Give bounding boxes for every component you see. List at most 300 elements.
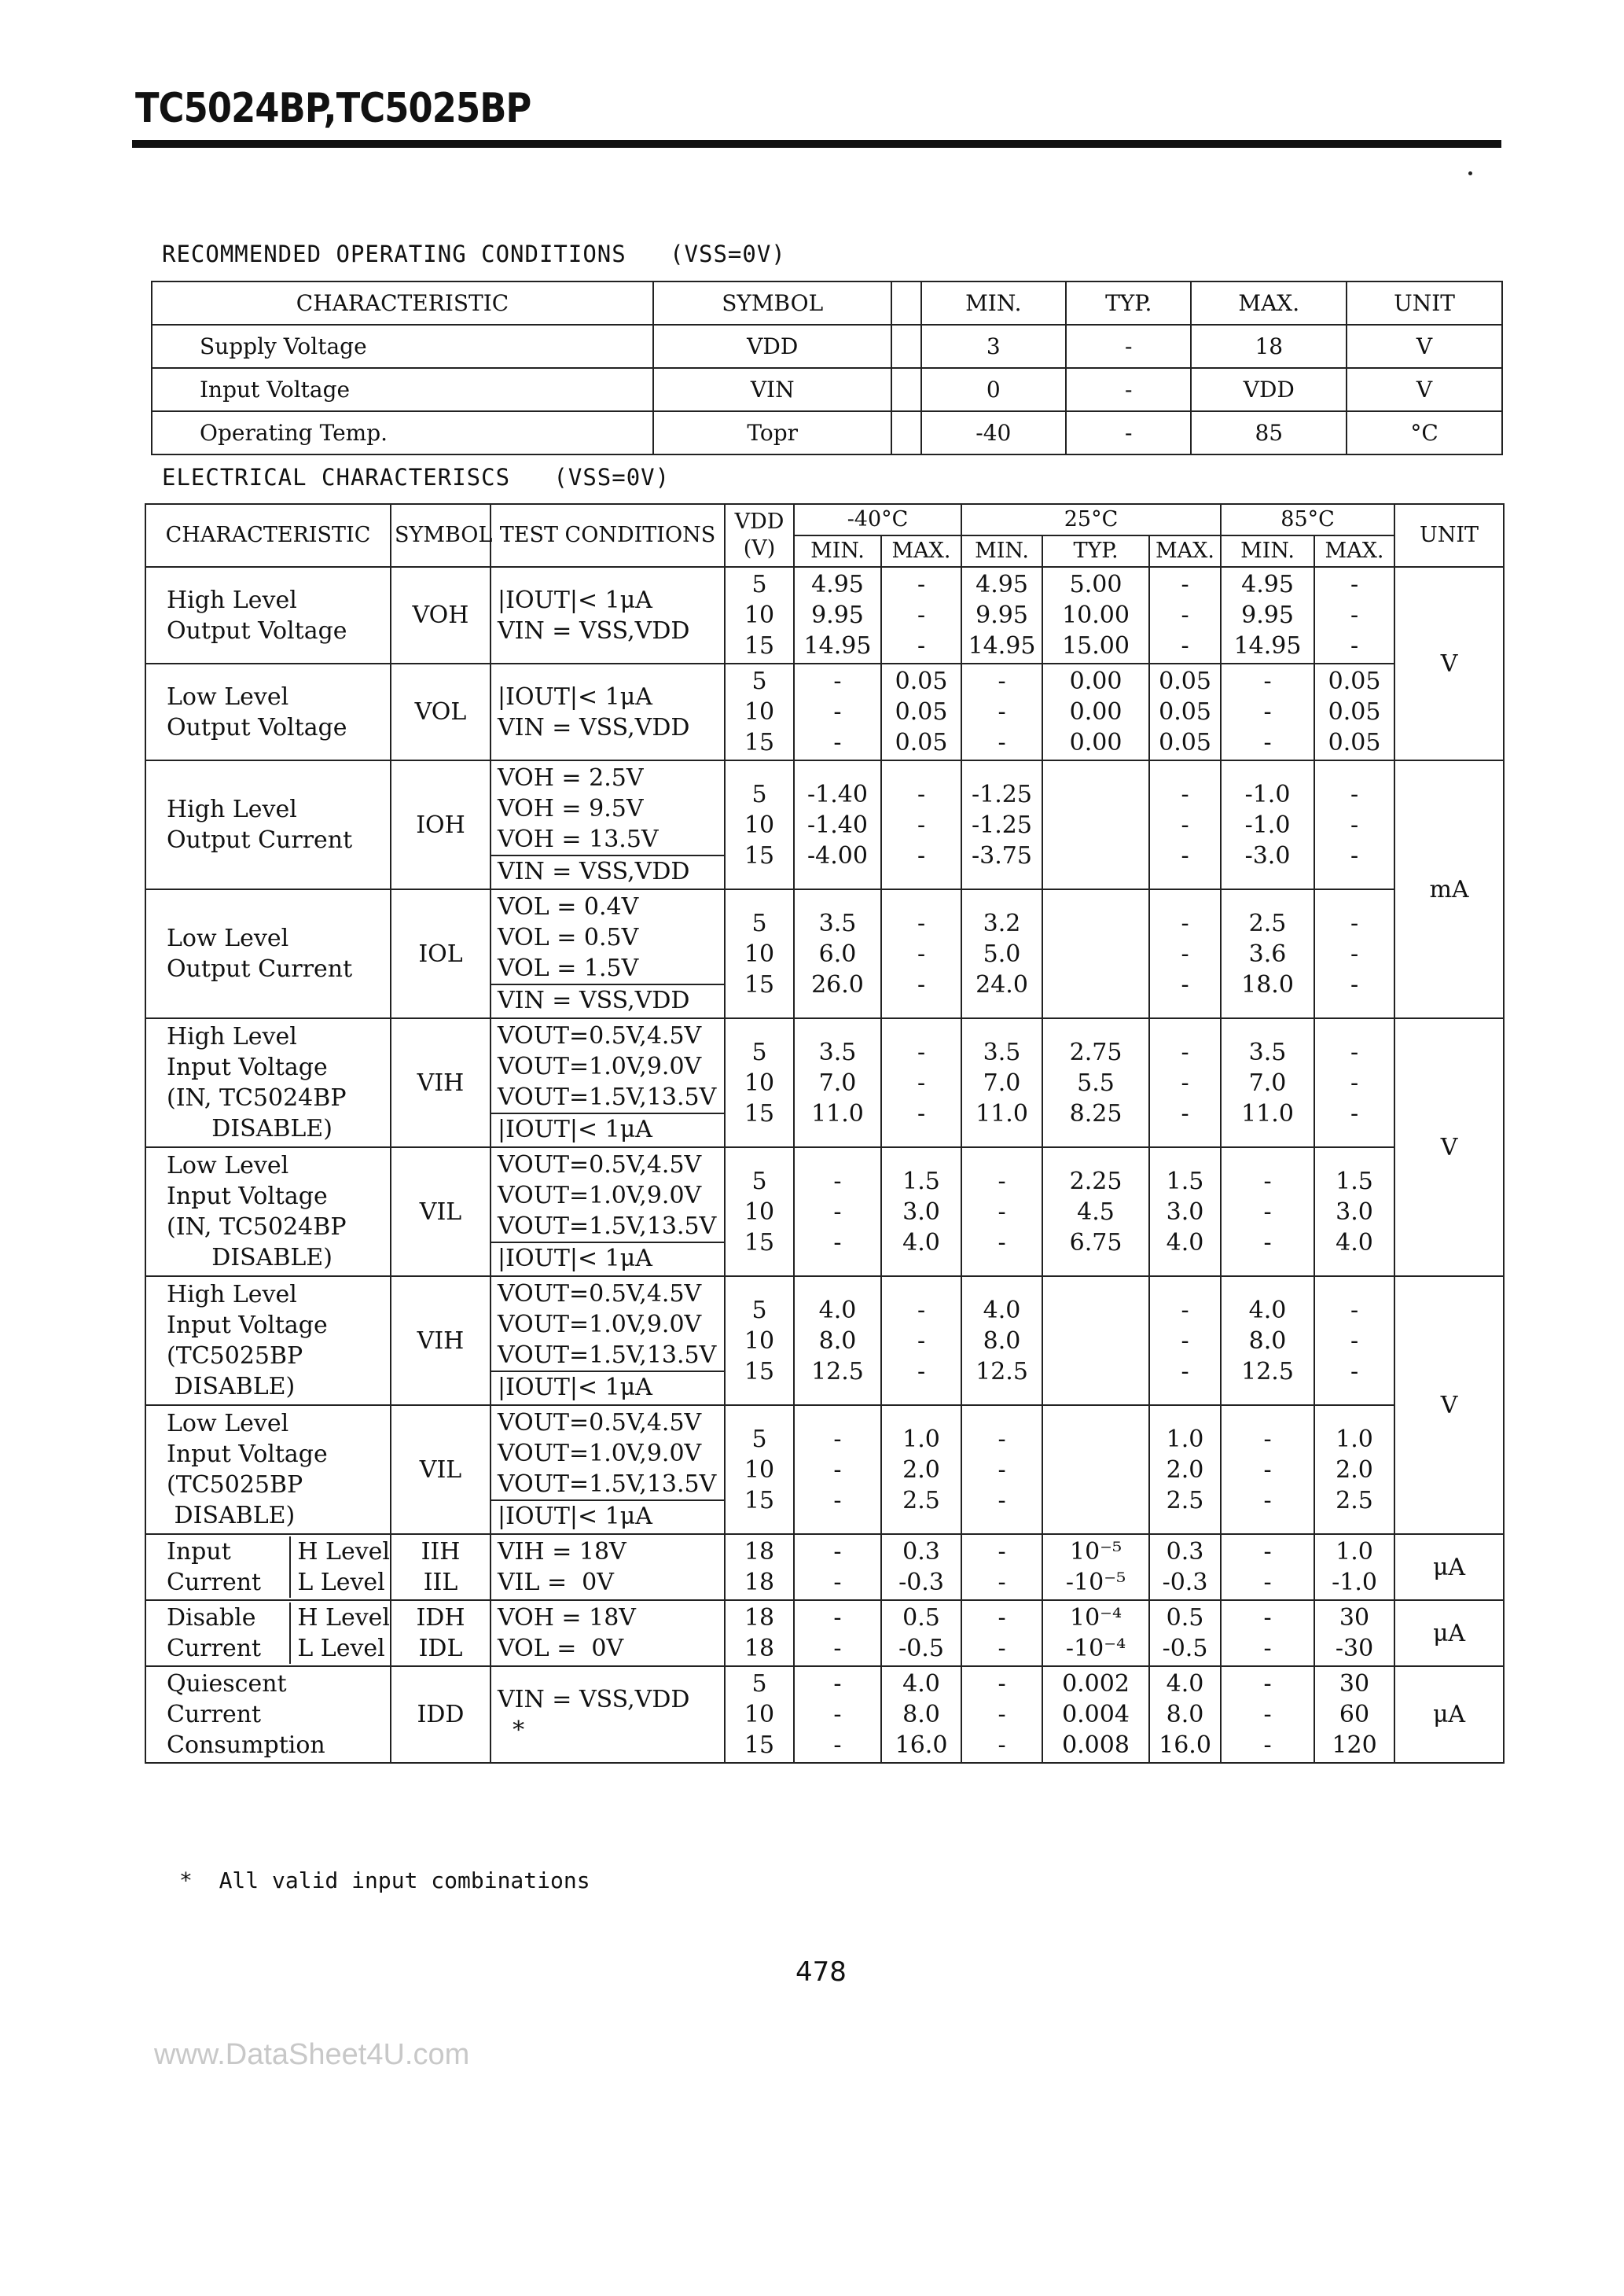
- rec-cell: Supply Voltage: [152, 325, 653, 368]
- text-line: -: [1350, 909, 1359, 937]
- text-line: 10: [744, 1455, 775, 1484]
- input_current-label-cell: [145, 1534, 391, 1600]
- input_current-label: [146, 1536, 291, 1598]
- value-cell: [1221, 1147, 1314, 1276]
- value-cell: [961, 664, 1042, 760]
- text-line: -: [1263, 1670, 1272, 1698]
- value-cell: [1314, 1600, 1394, 1666]
- input_current-symbols: [391, 1534, 491, 1600]
- text-line: -: [998, 1635, 1006, 1662]
- text-line: 0.05: [1159, 729, 1211, 756]
- text-line: 24.0: [976, 970, 1028, 999]
- text-line: 1.0: [1336, 1425, 1373, 1453]
- text-line: 15: [744, 1731, 775, 1759]
- text-line: -: [1181, 970, 1189, 999]
- text-line: -1.0: [1244, 811, 1291, 839]
- text-line: [1046, 810, 1145, 841]
- value-cell: [1149, 664, 1221, 760]
- rec-header-cell: [891, 281, 920, 325]
- text-line: -: [1263, 1731, 1272, 1759]
- text-line: -: [1181, 602, 1189, 629]
- text-line: 10: [744, 811, 775, 839]
- text-line: -3.75: [972, 841, 1032, 870]
- text-line: |IOUT|< 1μA: [498, 586, 652, 614]
- text-line: -: [1263, 1455, 1272, 1484]
- hdr-min: MIN.: [794, 535, 881, 567]
- text-line: 0.05: [895, 698, 948, 726]
- text-line: -: [998, 1731, 1006, 1759]
- text-line: 4.95: [811, 571, 864, 598]
- disable_current-conditions: [491, 1600, 725, 1666]
- text-line: 4.5: [1077, 1198, 1115, 1226]
- text-line: 4.0: [1248, 1296, 1287, 1324]
- rec-cell: Operating Temp.: [152, 411, 653, 454]
- characteristic-cell: [145, 1018, 391, 1147]
- text-line: VIN = VSS,VDD: [498, 713, 690, 741]
- text-line: Output Voltage: [167, 616, 347, 645]
- text-line: 3.0: [1166, 1198, 1204, 1226]
- text-line: -: [1263, 1228, 1272, 1257]
- text-line: High Level: [167, 1023, 297, 1050]
- rec-cell: [891, 368, 920, 411]
- rec-cell: [891, 325, 920, 368]
- text-line: 10: [744, 1326, 775, 1355]
- text-line: -: [833, 1635, 842, 1662]
- text-line: -: [1181, 632, 1189, 660]
- text-line: 2.5: [1336, 1486, 1373, 1514]
- text-line: 0.004: [1062, 1701, 1130, 1728]
- text-line: VOH = 18V: [498, 1604, 636, 1632]
- text-line: -: [1263, 1425, 1272, 1453]
- characteristic-cell: [145, 1276, 391, 1405]
- value-cell: [1221, 1405, 1314, 1534]
- text-line: -: [1263, 1167, 1272, 1195]
- text-line: 12.5: [811, 1357, 864, 1385]
- text-line: 10: [744, 1198, 775, 1226]
- value-cell: [1149, 1276, 1221, 1405]
- recommended-heading: RECOMMENDED OPERATING CONDITIONS (VSS=0V): [162, 241, 786, 267]
- text-line: 14.95: [803, 632, 872, 660]
- value-cell: [1314, 889, 1394, 1018]
- text-line: VOUT=1.5V,13.5V: [498, 1084, 717, 1111]
- text-line: -: [1263, 668, 1272, 695]
- characteristic-cell: [145, 1147, 391, 1276]
- text-line: 2.0: [1166, 1455, 1204, 1484]
- value-cell: [794, 567, 881, 664]
- rec-cell: V: [1347, 325, 1502, 368]
- rec-cell: 0: [921, 368, 1066, 411]
- rec-cell: 3: [921, 325, 1066, 368]
- text-line: VOUT=0.5V,4.5V: [498, 1022, 702, 1050]
- text-line: 15: [744, 1357, 775, 1385]
- text-line: -: [998, 1670, 1006, 1698]
- text-line: 8.0: [902, 1701, 940, 1728]
- text-line: -: [1350, 1357, 1359, 1385]
- text-line: -1.0: [1332, 1569, 1377, 1596]
- text-line: 30: [1339, 1670, 1370, 1698]
- unit-cell: mA: [1394, 760, 1504, 1018]
- text-line: VIN = VSS,VDD: [498, 1685, 690, 1713]
- hdr-characteristic: CHARACTERISTIC: [145, 504, 391, 567]
- text-line: -: [998, 668, 1006, 695]
- text-line: -: [1263, 1538, 1272, 1566]
- text-line: -1.25: [972, 780, 1032, 808]
- value-cell: [1314, 1666, 1394, 1763]
- text-line: -: [1263, 1604, 1272, 1632]
- value-cell: [1149, 1666, 1221, 1763]
- text-line: -: [1181, 1099, 1189, 1128]
- text-line: 8.0: [983, 1326, 1021, 1355]
- hdr-max: MAX.: [1149, 535, 1221, 567]
- text-line: 8.0: [1166, 1701, 1204, 1728]
- text-line: -: [1263, 698, 1272, 726]
- text-line: 10: [744, 1701, 775, 1728]
- text-line: 15: [744, 841, 775, 870]
- symbol-cell: VOL: [391, 664, 491, 760]
- text-line: VIN = VSS,VDD: [498, 616, 690, 645]
- text-line: -: [1350, 1326, 1359, 1355]
- hdr-min: MIN.: [1221, 535, 1314, 567]
- hdr-vdd: VDD (V): [725, 504, 794, 567]
- text-line: 18: [744, 1635, 775, 1662]
- text-line: -4.00: [807, 841, 868, 870]
- text-line: Current: [167, 1701, 262, 1728]
- text-line: Output Voltage: [167, 713, 347, 741]
- characteristic-cell: [145, 567, 391, 664]
- text-line: -1.40: [807, 811, 868, 839]
- characteristic-cell: [145, 664, 391, 760]
- text-line: -3.0: [1244, 841, 1291, 870]
- text-line: VOL = 0.4V: [498, 893, 639, 921]
- text-line: High Level: [167, 1281, 297, 1308]
- value-cell: [1221, 760, 1314, 889]
- text-line: 5: [751, 1296, 767, 1324]
- rec-header-cell: CHARACTERISTIC: [152, 281, 653, 325]
- text-line: 14.95: [1233, 632, 1302, 660]
- text-line: VOL = 1.5V: [498, 955, 639, 982]
- text-line: 18: [744, 1538, 775, 1566]
- hdr-test-conditions: TEST CONDITIONS: [491, 504, 725, 567]
- value-cell: [725, 760, 794, 889]
- conditions-cell: [491, 1147, 725, 1276]
- value-cell: [1042, 760, 1149, 889]
- text-line: 3.5: [1248, 1038, 1287, 1066]
- value-cell: [881, 889, 961, 1018]
- text-line: 60: [1339, 1701, 1370, 1728]
- value-cell: [1314, 1147, 1394, 1276]
- rec-cell: VDD: [653, 325, 891, 368]
- text-line: 0.002: [1062, 1670, 1130, 1698]
- text-line: High Level: [167, 796, 297, 823]
- hdr-temp-85: 85°C: [1221, 504, 1394, 535]
- text-line: -: [833, 1167, 842, 1195]
- text-line: VOUT=1.5V,13.5V: [498, 1470, 717, 1498]
- disable_current-label-cell: [145, 1600, 391, 1666]
- text-line: 16.0: [895, 1731, 948, 1759]
- value-cell: [1149, 889, 1221, 1018]
- unit-cell: V: [1394, 567, 1504, 760]
- value-cell: [1314, 1534, 1394, 1600]
- text-line: L Level: [297, 1569, 385, 1596]
- text-line: 30: [1339, 1604, 1370, 1632]
- text-line: 3.5: [818, 1038, 857, 1066]
- text-line: 2.25: [1069, 1167, 1122, 1195]
- text-line: -: [833, 1455, 842, 1484]
- quiescent-conditions: [491, 1666, 725, 1763]
- value-cell: [961, 760, 1042, 889]
- rec-cell: V: [1347, 368, 1502, 411]
- value-cell: [961, 1276, 1042, 1405]
- text-line: 14.95: [968, 632, 1036, 660]
- unit-cell: V: [1394, 1276, 1504, 1534]
- unit-cell: μA: [1394, 1600, 1504, 1666]
- value-cell: [725, 1147, 794, 1276]
- text-line: -: [833, 1670, 842, 1698]
- rec-cell: VDD: [1191, 368, 1347, 411]
- text-line: 10⁻⁵: [1069, 1538, 1122, 1566]
- value-cell: [881, 1600, 961, 1666]
- text-line: -: [917, 970, 926, 999]
- quiescent-label: [145, 1666, 391, 1763]
- text-line: IIL: [423, 1569, 458, 1596]
- conditions-cell: [491, 1276, 725, 1405]
- value-cell: [1221, 1600, 1314, 1666]
- text-line: -: [1263, 729, 1272, 756]
- text-line: 1.0: [902, 1425, 940, 1453]
- text-line: -10⁻⁵: [1065, 1569, 1126, 1596]
- text-line: Current: [167, 1569, 262, 1596]
- rec-cell: -: [1066, 325, 1191, 368]
- condition-footer-line: |IOUT|< 1μA: [491, 1242, 724, 1274]
- text-line: -: [998, 1228, 1006, 1257]
- value-cell: [1221, 1018, 1314, 1147]
- text-line: Low Level: [167, 1152, 289, 1179]
- input_current-levels: [291, 1536, 390, 1598]
- value-cell: [1042, 1147, 1149, 1276]
- text-line: 1.5: [902, 1167, 940, 1195]
- value-cell: [1149, 1600, 1221, 1666]
- text-line: 8.25: [1069, 1099, 1122, 1128]
- text-line: 10⁻⁴: [1069, 1604, 1122, 1632]
- rec-header-cell: MAX.: [1191, 281, 1347, 325]
- hdr-temp-25: 25°C: [961, 504, 1221, 535]
- hdr-max: MAX.: [881, 535, 961, 567]
- text-line: 12.5: [1241, 1357, 1294, 1385]
- text-line: -: [998, 1167, 1006, 1195]
- text-line: 9.95: [976, 602, 1028, 629]
- value-cell: [1149, 1534, 1221, 1600]
- text-line: 1.5: [1166, 1167, 1204, 1195]
- text-line: -: [917, 571, 926, 598]
- text-line: Input Voltage: [167, 1312, 328, 1339]
- text-line: -: [1181, 841, 1189, 870]
- value-cell: [1221, 1276, 1314, 1405]
- text-line: 15: [744, 970, 775, 999]
- value-cell: [794, 1018, 881, 1147]
- text-line: 2.0: [1336, 1455, 1373, 1484]
- disable_current-symbols: [391, 1600, 491, 1666]
- characteristic-cell: [145, 889, 391, 1018]
- text-line: -0.5: [898, 1635, 944, 1662]
- value-cell: [881, 567, 961, 664]
- text-line: 10: [744, 1069, 775, 1097]
- text-line: -: [1350, 780, 1359, 808]
- text-line: -: [998, 1486, 1006, 1514]
- condition-footer-line: VIN = VSS,VDD: [491, 855, 724, 887]
- value-cell: [794, 1276, 881, 1405]
- text-line: -0.5: [1162, 1635, 1208, 1662]
- conditions-cell: [491, 1018, 725, 1147]
- text-line: 0.05: [1328, 668, 1381, 695]
- value-cell: [1221, 1666, 1314, 1763]
- text-line: 3.5: [983, 1038, 1021, 1066]
- value-cell: [1042, 1666, 1149, 1763]
- text-line: Input Voltage: [167, 1441, 328, 1468]
- electrical-table: [145, 503, 1505, 1764]
- text-line: 2.5: [1166, 1486, 1204, 1514]
- text-line: 3.2: [983, 909, 1021, 937]
- value-cell: [881, 1405, 961, 1534]
- unit-cell: V: [1394, 1018, 1504, 1276]
- text-line: -: [998, 1569, 1006, 1596]
- text-line: 4.95: [1241, 571, 1294, 598]
- text-line: -: [1181, 940, 1189, 968]
- text-line: -: [833, 1731, 842, 1759]
- rec-cell: [891, 411, 920, 454]
- text-line: 5: [751, 1167, 767, 1195]
- hdr-unit: UNIT: [1394, 504, 1504, 567]
- text-line: -: [917, 1296, 926, 1324]
- text-line: 15.00: [1062, 632, 1130, 660]
- disable_current-levels: [291, 1602, 390, 1664]
- value-cell: [725, 567, 794, 664]
- text-line: VOUT=0.5V,4.5V: [498, 1409, 702, 1437]
- value-cell: [1221, 567, 1314, 664]
- text-line: 5: [751, 1670, 767, 1698]
- value-cell: [961, 1147, 1042, 1276]
- text-line: 11.0: [976, 1099, 1028, 1128]
- text-line: -: [1350, 1069, 1359, 1097]
- value-cell: [961, 1405, 1042, 1534]
- text-line: -: [998, 1538, 1006, 1566]
- text-line: -1.40: [807, 780, 868, 808]
- value-cell: [1314, 1276, 1394, 1405]
- value-cell: [794, 664, 881, 760]
- rec-cell: Input Voltage: [152, 368, 653, 411]
- value-cell: [1149, 1147, 1221, 1276]
- speck: [1468, 171, 1472, 175]
- text-line: -: [1350, 571, 1359, 598]
- text-line: 15: [744, 1228, 775, 1257]
- rec-cell: -: [1066, 368, 1191, 411]
- characteristic-cell: [145, 1405, 391, 1534]
- text-line: -0.3: [898, 1569, 944, 1596]
- rec-cell: 18: [1191, 325, 1347, 368]
- value-cell: [1314, 1018, 1394, 1147]
- text-line: -: [998, 1198, 1006, 1226]
- text-line: 8.0: [818, 1326, 857, 1355]
- text-line: 0.05: [1159, 668, 1211, 695]
- text-line: -: [998, 1455, 1006, 1484]
- value-cell: [1314, 664, 1394, 760]
- text-line: 18.0: [1241, 970, 1294, 999]
- rec-cell: 85: [1191, 411, 1347, 454]
- text-line: VOL = 0.5V: [498, 924, 639, 951]
- text-line: -: [917, 909, 926, 937]
- condition-footer-line: |IOUT|< 1μA: [491, 1371, 724, 1403]
- unit-cell: μA: [1394, 1666, 1504, 1763]
- text-line: 11.0: [1241, 1099, 1294, 1128]
- text-line: 4.95: [976, 571, 1028, 598]
- text-line: 0.3: [902, 1538, 940, 1566]
- value-cell: [881, 1534, 961, 1600]
- text-line: -: [917, 811, 926, 839]
- condition-footer-line: VIN = VSS,VDD: [491, 984, 724, 1016]
- text-line: [1046, 1326, 1145, 1356]
- text-line: Low Level: [167, 683, 289, 711]
- text-line: (IN, TC5024BP: [167, 1084, 347, 1112]
- text-line: -: [1181, 1296, 1189, 1324]
- text-line: -: [998, 1701, 1006, 1728]
- text-line: 10.00: [1062, 602, 1130, 629]
- text-line: -: [917, 1038, 926, 1066]
- text-line: VIH = 18V: [498, 1538, 626, 1566]
- hdr-typ: TYP.: [1042, 535, 1149, 567]
- rec-cell: -40: [921, 411, 1066, 454]
- conditions-cell: [491, 889, 725, 1018]
- value-cell: [881, 1276, 961, 1405]
- text-line: 0.00: [1069, 668, 1122, 695]
- conditions-cell: [491, 567, 725, 664]
- text-line: -: [998, 729, 1006, 756]
- text-line: 12.5: [976, 1357, 1028, 1385]
- text-line: *: [498, 1716, 525, 1744]
- text-line: -: [833, 1569, 842, 1596]
- text-line: -: [1350, 602, 1359, 629]
- text-line: VOUT=1.5V,13.5V: [498, 1212, 717, 1240]
- symbol-cell: VIH: [391, 1018, 491, 1147]
- text-line: -30: [1335, 1635, 1374, 1662]
- text-line: VOUT=1.0V,9.0V: [498, 1182, 702, 1209]
- text-line: 15: [744, 729, 775, 756]
- watermark: www.DataSheet4U.com: [154, 2038, 470, 2071]
- conditions-cell: [491, 664, 725, 760]
- value-cell: [1042, 567, 1149, 664]
- text-line: -1.0: [1244, 780, 1291, 808]
- text-line: VOUT=1.0V,9.0V: [498, 1053, 702, 1080]
- symbol-cell: VIH: [391, 1276, 491, 1405]
- text-line: -: [917, 940, 926, 968]
- value-cell: [794, 1147, 881, 1276]
- text-line: DISABLE): [167, 1502, 296, 1529]
- text-line: 0.05: [1159, 698, 1211, 726]
- symbol-cell: IOH: [391, 760, 491, 889]
- text-line: 0.5: [902, 1604, 940, 1632]
- text-line: -: [1350, 940, 1359, 968]
- text-line: [1046, 1455, 1145, 1485]
- text-line: -: [917, 602, 926, 629]
- text-line: -: [917, 1069, 926, 1097]
- text-line: [1046, 939, 1145, 970]
- text-line: -: [1181, 811, 1189, 839]
- text-line: 4.0: [1166, 1670, 1204, 1698]
- text-line: 18: [744, 1569, 775, 1596]
- text-line: 0.008: [1062, 1731, 1130, 1759]
- text-line: 10: [744, 698, 775, 726]
- text-line: -: [1350, 1296, 1359, 1324]
- text-line: 0.05: [895, 668, 948, 695]
- text-line: -: [998, 698, 1006, 726]
